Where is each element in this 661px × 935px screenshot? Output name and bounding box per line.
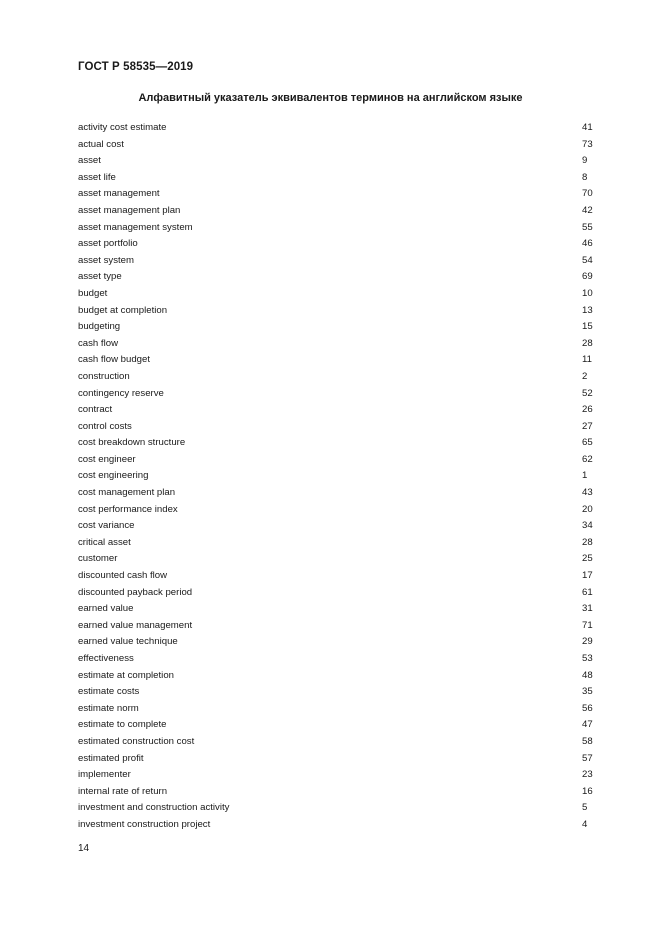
index-entry	[78, 402, 595, 419]
index-term-number: 27	[582, 420, 593, 432]
index-term: estimated construction cost	[78, 735, 195, 747]
index-entry	[78, 734, 595, 751]
index-term: asset portfolio	[78, 238, 138, 250]
page-number: 14	[78, 843, 90, 854]
index-list	[78, 120, 595, 834]
index-entry	[78, 701, 595, 718]
index-term-number: 61	[582, 586, 593, 598]
index-entry	[78, 535, 595, 552]
index-entry	[78, 120, 595, 137]
index-term: earned value	[78, 603, 134, 615]
index-term: actual cost	[78, 138, 124, 150]
index-entry	[78, 286, 595, 303]
index-term-number: 26	[582, 404, 593, 416]
index-entry	[78, 269, 595, 286]
index-term-number: 28	[582, 536, 593, 548]
index-term: cost engineering	[78, 470, 149, 482]
index-term-number: 10	[582, 287, 593, 299]
index-term-number: 13	[582, 304, 593, 316]
index-term-number: 25	[582, 553, 593, 565]
index-entry	[78, 601, 595, 618]
index-term-number: 17	[582, 570, 593, 582]
index-term-number: 65	[582, 437, 593, 449]
index-term: cost engineer	[78, 453, 136, 465]
index-term: cost management plan	[78, 487, 176, 499]
index-entry	[78, 751, 595, 768]
index-term-number: 15	[582, 321, 593, 333]
index-entry	[78, 502, 595, 519]
index-term-number: 20	[582, 503, 593, 515]
index-term-number: 9	[582, 155, 588, 167]
index-term: investment and construction activity	[78, 802, 230, 814]
index-entry	[78, 634, 595, 651]
index-term-number: 48	[582, 669, 593, 681]
index-term-number: 31	[582, 603, 593, 615]
index-entry	[78, 419, 595, 436]
index-term: discounted cash flow	[78, 570, 168, 582]
index-term-number: 58	[582, 735, 593, 747]
index-entry	[78, 551, 595, 568]
index-entry	[78, 800, 595, 817]
index-entry	[78, 220, 595, 237]
index-term-number: 55	[582, 221, 593, 233]
index-term-number: 41	[582, 122, 593, 133]
index-entry	[78, 137, 595, 154]
index-entry	[78, 319, 595, 336]
index-term: asset life	[78, 171, 116, 183]
index-entry	[78, 452, 595, 469]
index-term: asset management	[78, 188, 160, 200]
index-term: estimate to complete	[78, 719, 167, 731]
index-term-number: 62	[582, 453, 593, 465]
index-term-number: 42	[582, 204, 593, 216]
index-entry	[78, 303, 595, 320]
index-term-number: 54	[582, 254, 593, 266]
index-term-number: 34	[582, 520, 593, 532]
index-term-number: 57	[582, 752, 593, 764]
index-entry	[78, 170, 595, 187]
index-term: contingency reserve	[78, 387, 164, 399]
index-term: activity cost estimate	[78, 122, 167, 133]
index-term-number: 16	[582, 785, 593, 797]
index-term-number: 1	[582, 470, 588, 482]
index-title: Алфавитный указатель эквивалентов терминов на английском языке	[138, 92, 523, 104]
index-term-number: 43	[582, 487, 593, 499]
index-term: investment construction project	[78, 818, 211, 830]
index-term-number: 73	[582, 138, 593, 150]
index-entry	[78, 767, 595, 784]
index-term: customer	[78, 553, 118, 565]
index-entry	[78, 386, 595, 403]
index-term: construction	[78, 370, 130, 382]
index-entry	[78, 336, 595, 353]
index-term-number: 29	[582, 636, 593, 648]
index-term: estimate norm	[78, 702, 139, 714]
index-term: cost variance	[78, 520, 135, 532]
index-term-number: 5	[582, 802, 588, 814]
index-term: asset management plan	[78, 204, 181, 216]
index-term-number: 52	[582, 387, 593, 399]
index-term: cash flow budget	[78, 354, 150, 366]
index-term: asset system	[78, 254, 134, 266]
index-term: budget	[78, 287, 108, 299]
index-term: cost performance index	[78, 503, 178, 515]
index-term: critical asset	[78, 536, 131, 548]
index-term: contract	[78, 404, 113, 416]
index-entry	[78, 817, 595, 834]
index-term: effectiveness	[78, 653, 134, 664]
index-term: estimate at completion	[78, 669, 174, 681]
index-term: asset management system	[78, 221, 193, 233]
index-entry	[78, 253, 595, 270]
index-term: asset type	[78, 271, 122, 283]
index-term: earned value management	[78, 619, 193, 631]
document-code: ГОСТ Р 58535—2019	[78, 61, 194, 73]
index-term: earned value technique	[78, 636, 178, 648]
index-entry	[78, 668, 595, 685]
index-term: control costs	[78, 420, 132, 432]
index-entry	[78, 352, 595, 369]
index-entry	[78, 618, 595, 635]
index-entry	[78, 485, 595, 502]
index-term-number: 11	[582, 354, 592, 366]
index-entry	[78, 153, 595, 170]
index-entry	[78, 585, 595, 602]
index-term-number: 56	[582, 702, 593, 714]
index-term-number: 70	[582, 188, 593, 200]
index-term-number: 35	[582, 686, 593, 698]
index-term: budget at completion	[78, 304, 168, 316]
index-term: implementer	[78, 769, 131, 781]
index-entry	[78, 784, 595, 801]
index-term-number: 8	[582, 171, 588, 183]
index-entry	[78, 186, 595, 203]
index-term-number: 23	[582, 769, 593, 781]
index-term: estimate costs	[78, 686, 140, 698]
index-entry	[78, 717, 595, 734]
index-entry	[78, 518, 595, 535]
index-term-number: 69	[582, 271, 593, 283]
index-term: discounted payback period	[78, 586, 193, 598]
index-term-number: 28	[582, 337, 593, 349]
index-entry	[78, 568, 595, 585]
index-entry	[78, 236, 595, 253]
index-term: asset	[78, 155, 101, 167]
index-term-number: 46	[582, 238, 593, 250]
index-term: budgeting	[78, 321, 121, 333]
index-term: cash flow	[78, 337, 118, 349]
index-term-number: 47	[582, 719, 593, 731]
index-entry	[78, 651, 595, 668]
index-term: internal rate of return	[78, 785, 168, 797]
index-term-number: 71	[582, 619, 593, 631]
index-entry	[78, 435, 595, 452]
index-term-number: 4	[582, 818, 588, 830]
index-term-number: 2	[582, 370, 588, 382]
index-entry	[78, 684, 595, 701]
index-term-number: 53	[582, 653, 593, 664]
index-entry	[78, 468, 595, 485]
index-term: cost breakdown structure	[78, 437, 186, 449]
index-entry	[78, 369, 595, 386]
index-entry	[78, 203, 595, 220]
index-term: estimated profit	[78, 752, 144, 764]
